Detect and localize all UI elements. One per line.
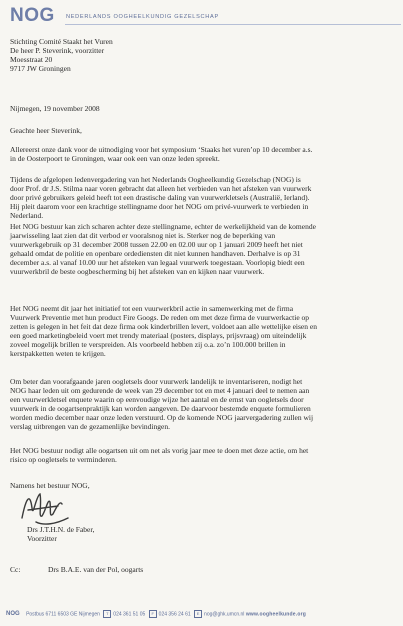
text-line: zoveel mogelijk brillen te verspreiden. Als voorbeeld hebben zij o.a. zo’n 100.000 brillen in [10, 340, 286, 350]
letter-date: Nijmegen, 19 november 2008 [10, 104, 100, 113]
signatory [27, 525, 94, 543]
text-line: Tijdens de afgelopen ledenvergadering van het Nederlands Oogheelkundig Gezelschap (NOG) is [10, 175, 301, 184]
org-name: NEDERLANDS OOGHEELKUNDIG GEZELSCHAP [66, 14, 219, 20]
recipient-address [10, 37, 394, 73]
footer [6, 610, 398, 620]
text-line: kerstpakketten weten te krijgen. [10, 349, 106, 359]
cc-name: Drs B.A.E. van der Pol, oogarts [48, 565, 144, 574]
text-line: een vuurwerkletsel enquete waarin op eenvoudige wijze het aantal en de ernst van oogletsels door [10, 395, 304, 405]
text-line: een goed marketingbeleid voert met trendy materiaal (posters, displays, prijsvraag) om uiteindelijk [10, 331, 307, 341]
signatory-title: Voorzitter [27, 534, 57, 544]
paragraph-4 [10, 304, 394, 359]
recipient-line: Stichting Comité Staakt het Vuren [10, 37, 113, 46]
signatory-name: Drs J.T.H.N. de Faber, [27, 525, 95, 534]
text-line: Het NOG bestuur kan zich scharen achter deze stellingname, echter de werkelijkheid van de komende [10, 222, 316, 231]
phone-icon: T [103, 610, 111, 618]
email-icon: E [194, 610, 202, 618]
text-line: jaarwisseling laat zien dat dit verbod er vooralsnog niet is. Sterker nog de beperking van [10, 231, 276, 241]
text-line: verslag uitbrengen van de gezamenlijke bevindingen. [10, 422, 170, 432]
logo-text: NOG [10, 5, 55, 26]
footer-email: nog@ghk.umcn.nl [204, 611, 245, 618]
text-line: vuurwerk in de oogartsenpraktijk kan worden aangeven. De daarvoor bestemde enquete formulieren [10, 404, 311, 414]
closing: Namens het bestuur NOG, [10, 481, 90, 490]
text-line: Nederland. [10, 211, 44, 221]
text-line: vuurwerkbril de beste oogbescherming bij het afsteken van en kijken naar vuurwerk. [10, 267, 265, 277]
text-line: vuurwerkgebruik op 31 december 2008 tussen 22.00 en 02.00 uur op 1 januari 2009 heeft het niet [10, 240, 303, 250]
footer-brand: NOG [6, 611, 20, 618]
text-line: Allereerst onze dank voor de uitnodiging voor het symposium ‘Staaks het vuren’op 10 december a.s. [10, 145, 313, 154]
text-line: Vuurwerk Preventie met hun product Fire Googs. De reden om met deze firma de vuurwerkactie op [10, 313, 310, 323]
text-line: Om beter dan voorafgaande jaren oogletsels door vuurwerk landelijk te inventariseren, nodigt het [10, 377, 303, 386]
text-line: NOG haar leden uit om gedurende de week van 29 december tot en met 4 januari deel te nemen aan [10, 386, 310, 396]
text-line: door Prof. dr J.S. Stilma naar voren gebracht dat alleen het verbieden van het afsteken van vuurwerk [10, 184, 312, 194]
footer-address: Postbus 6711 6503 GE Nijmegen [26, 611, 100, 618]
paragraph-5 [10, 377, 394, 432]
text-line: zetten is gelegen in het feit dat deze firma ook kinderbrillen levert, voldoet aan alle wettelijke eisen en [10, 322, 317, 332]
footer-phone: 024 361 51 05 [113, 611, 146, 618]
recipient-line: Moesstraat 20 [10, 55, 53, 65]
recipient-line: 9717 JW Groningen [10, 64, 71, 74]
text-line: Het NOG bestuur nodigt alle oogartsen uit om net als vorig jaar mee te doen met deze actie, om het [10, 446, 309, 455]
letterhead [8, 4, 398, 32]
cc-label: Cc: [10, 565, 21, 574]
paragraph-6 [10, 446, 394, 464]
header-rule [65, 24, 401, 25]
salutation: Geachte heer Steverink, [10, 126, 82, 135]
text-line: Hij pleit daarom voor een krachtige stellingname door het NOG om privé-vuurwerk te verbieden in [10, 202, 309, 212]
text-line: door privé gebruikers geleid heeft tot een drastische daling van vuurwerkletsels (Australië, Ierland). [10, 193, 310, 203]
paragraph-3 [10, 222, 394, 277]
paragraph-1 [10, 145, 394, 163]
paragraph-2 [10, 175, 394, 220]
text-line: in de Oosterpoort te Groningen, waar ook een van onze leden spreekt. [10, 154, 220, 164]
text-line: risico op oogletsels te verminderen. [10, 455, 117, 465]
text-line: december a.s. al vanaf 10.00 uur het afsteken van legaal vuurwerk toegestaan. Voorlopig biedt een [10, 258, 305, 268]
footer-website[interactable]: www.oogheelkunde.org [245, 611, 307, 618]
text-line: gehaald omdat de politie en openbare ordediensten dit niet kunnen handhaven. Derhalve is op 31 [10, 249, 301, 259]
fax-icon: F [149, 610, 157, 618]
recipient-line: De heer P. Steverink, voorzitter [10, 46, 105, 56]
nog-logo [8, 5, 62, 27]
text-line: worden medio december naar onze leden verstuurd. Op de komende NOG jaarvergadering zullen wij [10, 413, 314, 423]
text-line: Het NOG neemt dit jaar het initiatief tot een vuurwerkbril actie in samenwerking met de firma [10, 304, 294, 313]
footer-fax: 024 356 24 61 [158, 611, 191, 618]
